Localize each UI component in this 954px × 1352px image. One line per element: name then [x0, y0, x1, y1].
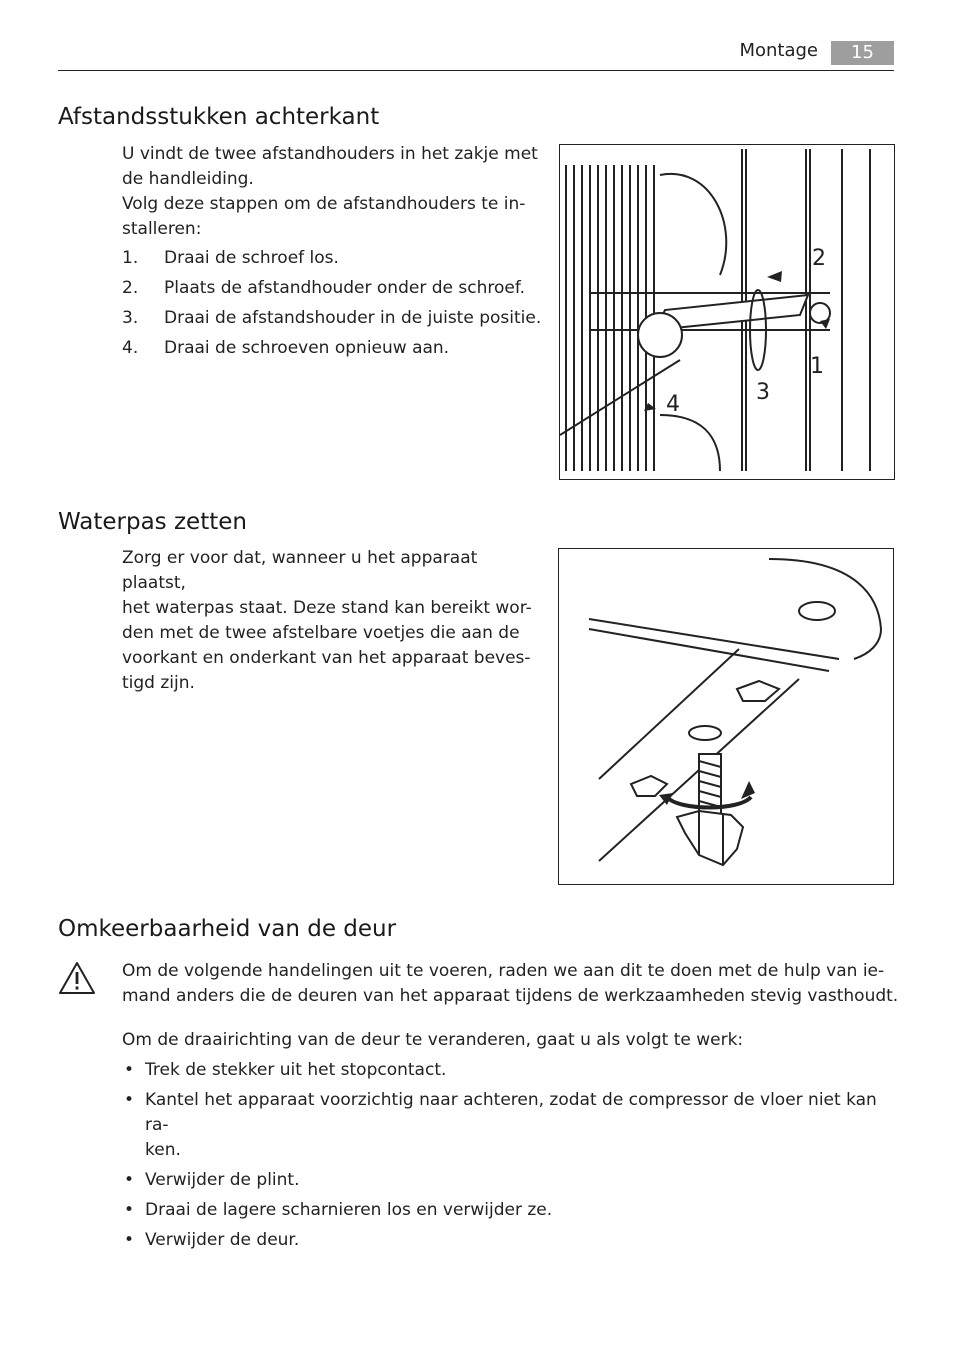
door-warning-text: [122, 959, 902, 1009]
figure-label: 3: [756, 380, 770, 405]
figure-label: 4: [666, 392, 680, 417]
bullet-icon: •: [124, 1060, 135, 1080]
list-item-text: Trek de stekker uit het stopcontact.: [145, 1060, 447, 1080]
list-item: [122, 1058, 894, 1083]
page-number: 15: [831, 41, 894, 65]
adjustable-foot-illustration: [558, 548, 894, 885]
list-item: [122, 1088, 894, 1163]
spacers-intro-line: U vindt de twee afstandhouders in het zakje met: [122, 144, 538, 164]
step-item: [122, 276, 542, 306]
bullet-icon: •: [124, 1170, 135, 1190]
list-item-text: Kantel het apparaat voorzichtig naar achteren, zodat de compressor de vloer niet kan ra-: [145, 1090, 877, 1135]
warning-line: Om de volgende handelingen uit te voeren, raden we aan dit te doen met de hulp van ie-: [122, 961, 885, 981]
leveling-line: het waterpas staat. Deze stand kan bereikt wor-: [122, 598, 532, 618]
spacers-intro-line: stalleren:: [122, 219, 202, 239]
section-heading-door: Omkeerbaarheid van de deur: [58, 916, 397, 942]
figure-label: 1: [810, 354, 824, 379]
step-text: Draai de afstandshouder in de juiste positie.: [164, 308, 542, 328]
header-rule: [58, 70, 894, 71]
list-item-text: Draai de lagere scharnieren los en verwijder ze.: [145, 1200, 553, 1220]
leveling-line: tigd zijn.: [122, 673, 195, 693]
door-intro: Om de draairichting van de deur te veranderen, gaat u als volgt te werk:: [122, 1030, 744, 1050]
list-item: [122, 1168, 894, 1193]
spacers-intro-line: de handleiding.: [122, 169, 254, 189]
warning-triangle-icon: [58, 960, 96, 996]
list-item: [122, 1198, 894, 1223]
leveling-line: voorkant en onderkant van het apparaat beves-: [122, 648, 531, 668]
spacers-intro-line: Volg deze stappen om de afstandhouders te in-: [122, 194, 526, 214]
spacers-steps: [122, 246, 542, 366]
bullet-icon: •: [124, 1230, 135, 1250]
figure-label: 2: [812, 246, 826, 271]
section-heading-spacers: Afstandsstukken achterkant: [58, 104, 380, 130]
section-heading-leveling: Waterpas zetten: [58, 509, 247, 535]
step-number: 2.: [122, 278, 139, 298]
spacer-installation-illustration: [559, 144, 895, 480]
running-header-section: Montage: [739, 40, 818, 61]
step-item: [122, 336, 542, 366]
step-text: Draai de schroeven opnieuw aan.: [164, 338, 450, 358]
list-item-text: Verwijder de deur.: [145, 1230, 300, 1250]
step-number: 1.: [122, 248, 139, 268]
spacer-diagram: [560, 145, 894, 479]
bullet-icon: •: [124, 1200, 135, 1220]
list-item: [122, 1228, 894, 1253]
leveling-line: den met de twee afstelbare voetjes die aan de: [122, 623, 520, 643]
list-item-text: Verwijder de plint.: [145, 1170, 300, 1190]
step-number: 3.: [122, 308, 139, 328]
list-item-text-continued: ken.: [145, 1140, 181, 1160]
step-item: [122, 306, 542, 336]
step-item: [122, 246, 542, 276]
bullet-icon: •: [124, 1090, 135, 1110]
warning-line: mand anders die de deuren van het apparaat tijdens de werkzaamheden stevig vasthoudt.: [122, 986, 899, 1006]
step-number: 4.: [122, 338, 139, 358]
step-text: Plaats de afstandhouder onder de schroef.: [164, 278, 525, 298]
leveling-text: [122, 546, 542, 696]
step-text: Draai de schroef los.: [164, 248, 339, 268]
door-steps-list: [122, 1058, 894, 1258]
leveling-foot-diagram: [559, 549, 893, 884]
spacers-intro: [122, 142, 542, 242]
leveling-line: Zorg er voor dat, wanneer u het apparaat plaatst,: [122, 548, 478, 593]
